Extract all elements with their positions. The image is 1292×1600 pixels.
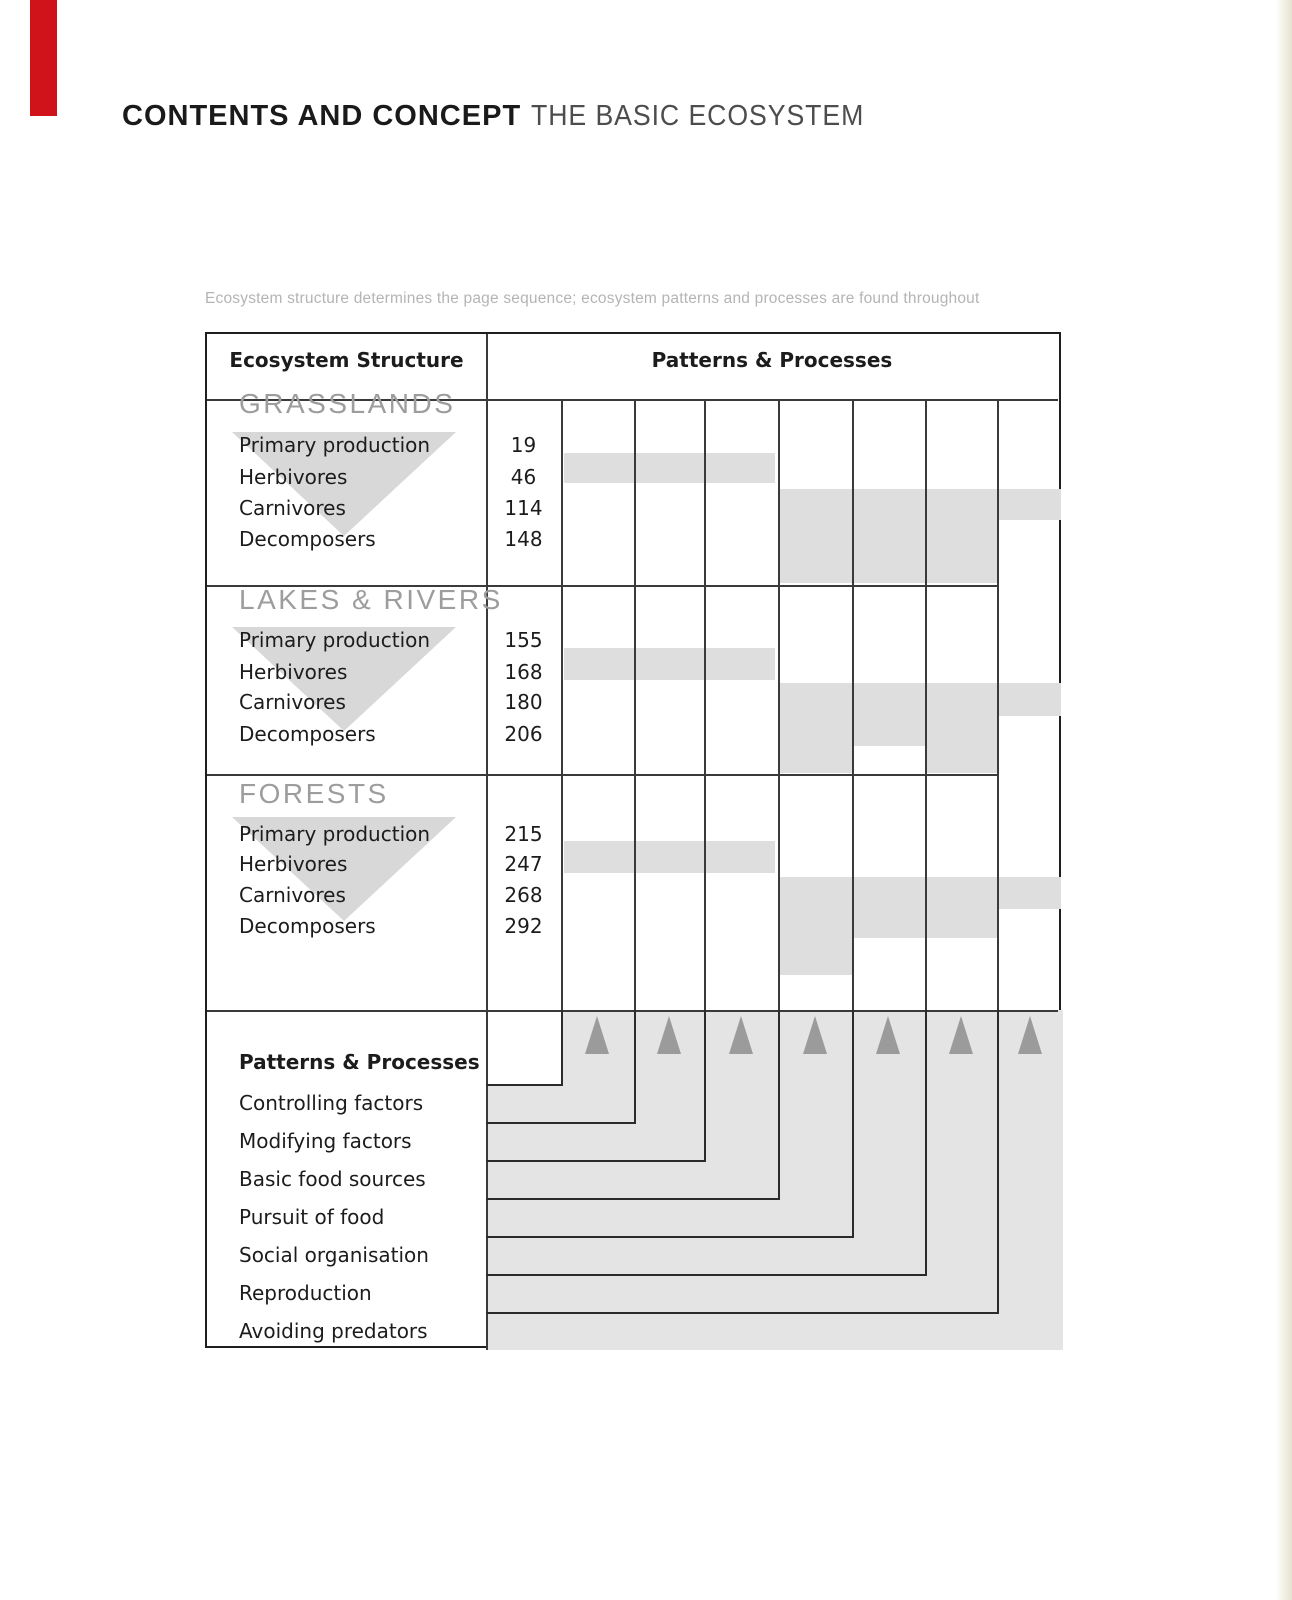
grid-column-line — [925, 399, 927, 1010]
ecosystem-matrix-table — [205, 332, 1061, 1348]
toc-row — [239, 657, 561, 687]
staircase-step-line — [486, 1274, 927, 1276]
toc-row — [239, 524, 561, 554]
toc-row — [239, 911, 561, 941]
toc-row — [239, 493, 561, 523]
toc-row-page-number: 268 — [504, 883, 543, 907]
toc-row-page-number: 215 — [504, 822, 543, 846]
staircase-step-line — [486, 1160, 706, 1162]
staircase-step-line — [486, 1312, 999, 1314]
staircase-riser-line — [925, 1010, 927, 1276]
toc-row-page-number: 180 — [504, 690, 543, 714]
staircase-step-line — [486, 1198, 780, 1200]
toc-row — [239, 880, 561, 910]
staircase-riser-line — [852, 1010, 854, 1238]
pattern-item: Controlling factors — [239, 1091, 424, 1115]
coverage-band — [564, 648, 775, 680]
staircase-riser-line — [704, 1010, 706, 1162]
pattern-item: Modifying factors — [239, 1129, 412, 1153]
up-arrow-icon — [876, 1016, 900, 1054]
pattern-item: Basic food sources — [239, 1167, 426, 1191]
toc-row-label: Carnivores — [239, 690, 346, 714]
pattern-item: Social organisation — [239, 1243, 429, 1267]
toc-row-page-number: 114 — [504, 496, 543, 520]
coverage-band — [779, 877, 1061, 909]
coverage-band — [926, 716, 997, 773]
coverage-band — [779, 520, 997, 583]
toc-row-label: Carnivores — [239, 496, 346, 520]
toc-row — [239, 819, 561, 849]
section-divider-line — [207, 774, 997, 776]
page-edge-shadow — [1276, 0, 1292, 1600]
toc-row-label: Herbivores — [239, 852, 348, 876]
up-arrow-icon — [657, 1016, 681, 1054]
grid-column-line — [997, 399, 999, 1010]
section-divider-line — [207, 1010, 1058, 1012]
table-caption: Ecosystem structure determines the page sequence; ecosystem patterns and processes are found throughout — [205, 290, 980, 307]
staircase-riser-line — [997, 1010, 999, 1314]
grid-column-line — [634, 399, 636, 1010]
toc-row-page-number: 168 — [504, 660, 543, 684]
page-title-sub: THE BASIC ECOSYSTEM — [531, 100, 865, 132]
toc-row-label: Decomposers — [239, 527, 376, 551]
staircase-step-line — [486, 1084, 563, 1086]
grid-column-line — [852, 399, 854, 1010]
toc-row-label: Primary production — [239, 433, 431, 457]
column-header-patterns: Patterns & Processes — [651, 348, 893, 372]
toc-row-label: Herbivores — [239, 465, 348, 489]
column-header-structure: Ecosystem Structure — [229, 348, 464, 372]
pattern-item: Reproduction — [239, 1281, 372, 1305]
toc-row-page-number: 148 — [504, 527, 543, 551]
grid-column-line — [561, 399, 563, 1010]
up-arrow-icon — [1018, 1016, 1042, 1054]
grid-column-line — [704, 399, 706, 1010]
process-panel-gray — [561, 1010, 1063, 1350]
toc-row-page-number: 155 — [504, 628, 543, 652]
toc-row — [239, 625, 561, 655]
toc-row-page-number: 19 — [510, 433, 537, 457]
staircase-riser-line — [634, 1010, 636, 1124]
coverage-band — [564, 841, 775, 873]
toc-row — [239, 719, 561, 749]
staircase-step-line — [486, 1122, 636, 1124]
pattern-item: Pursuit of food — [239, 1205, 385, 1229]
page-title — [122, 100, 893, 133]
toc-row-label: Decomposers — [239, 914, 376, 938]
up-arrow-icon — [803, 1016, 827, 1054]
staircase-riser-line — [561, 1010, 563, 1086]
page-title-main: CONTENTS AND CONCEPT — [122, 100, 522, 132]
patterns-section-title: Patterns & Processes — [239, 1050, 480, 1074]
staircase-step-line — [486, 1236, 854, 1238]
coverage-band — [564, 453, 775, 483]
toc-row-label: Decomposers — [239, 722, 376, 746]
toc-row-page-number: 247 — [504, 852, 543, 876]
toc-row — [239, 849, 561, 879]
toc-row-label: Herbivores — [239, 660, 348, 684]
toc-row-page-number: 46 — [510, 465, 537, 489]
section-title-forests: FORESTS — [239, 778, 389, 809]
red-page-tab — [30, 0, 57, 116]
up-arrow-icon — [585, 1016, 609, 1054]
coverage-band — [779, 716, 852, 773]
section-title-grasslands: GRASSLANDS — [239, 388, 456, 419]
toc-row-label: Carnivores — [239, 883, 346, 907]
staircase-riser-line — [778, 1010, 780, 1200]
toc-row — [239, 462, 561, 492]
up-arrow-icon — [729, 1016, 753, 1054]
toc-row-page-number: 292 — [504, 914, 543, 938]
toc-row-label: Primary production — [239, 822, 431, 846]
toc-row-label: Primary production — [239, 628, 431, 652]
toc-row — [239, 430, 561, 460]
coverage-band — [853, 716, 925, 746]
grid-column-line — [778, 399, 780, 1010]
toc-row — [239, 687, 561, 717]
coverage-band — [779, 909, 852, 975]
pattern-item: Avoiding predators — [239, 1319, 428, 1343]
coverage-band — [779, 489, 1061, 520]
section-title-lakes-rivers: LAKES & RIVERS — [239, 584, 503, 615]
up-arrow-icon — [949, 1016, 973, 1054]
coverage-band — [779, 683, 1061, 716]
toc-row-page-number: 206 — [504, 722, 543, 746]
